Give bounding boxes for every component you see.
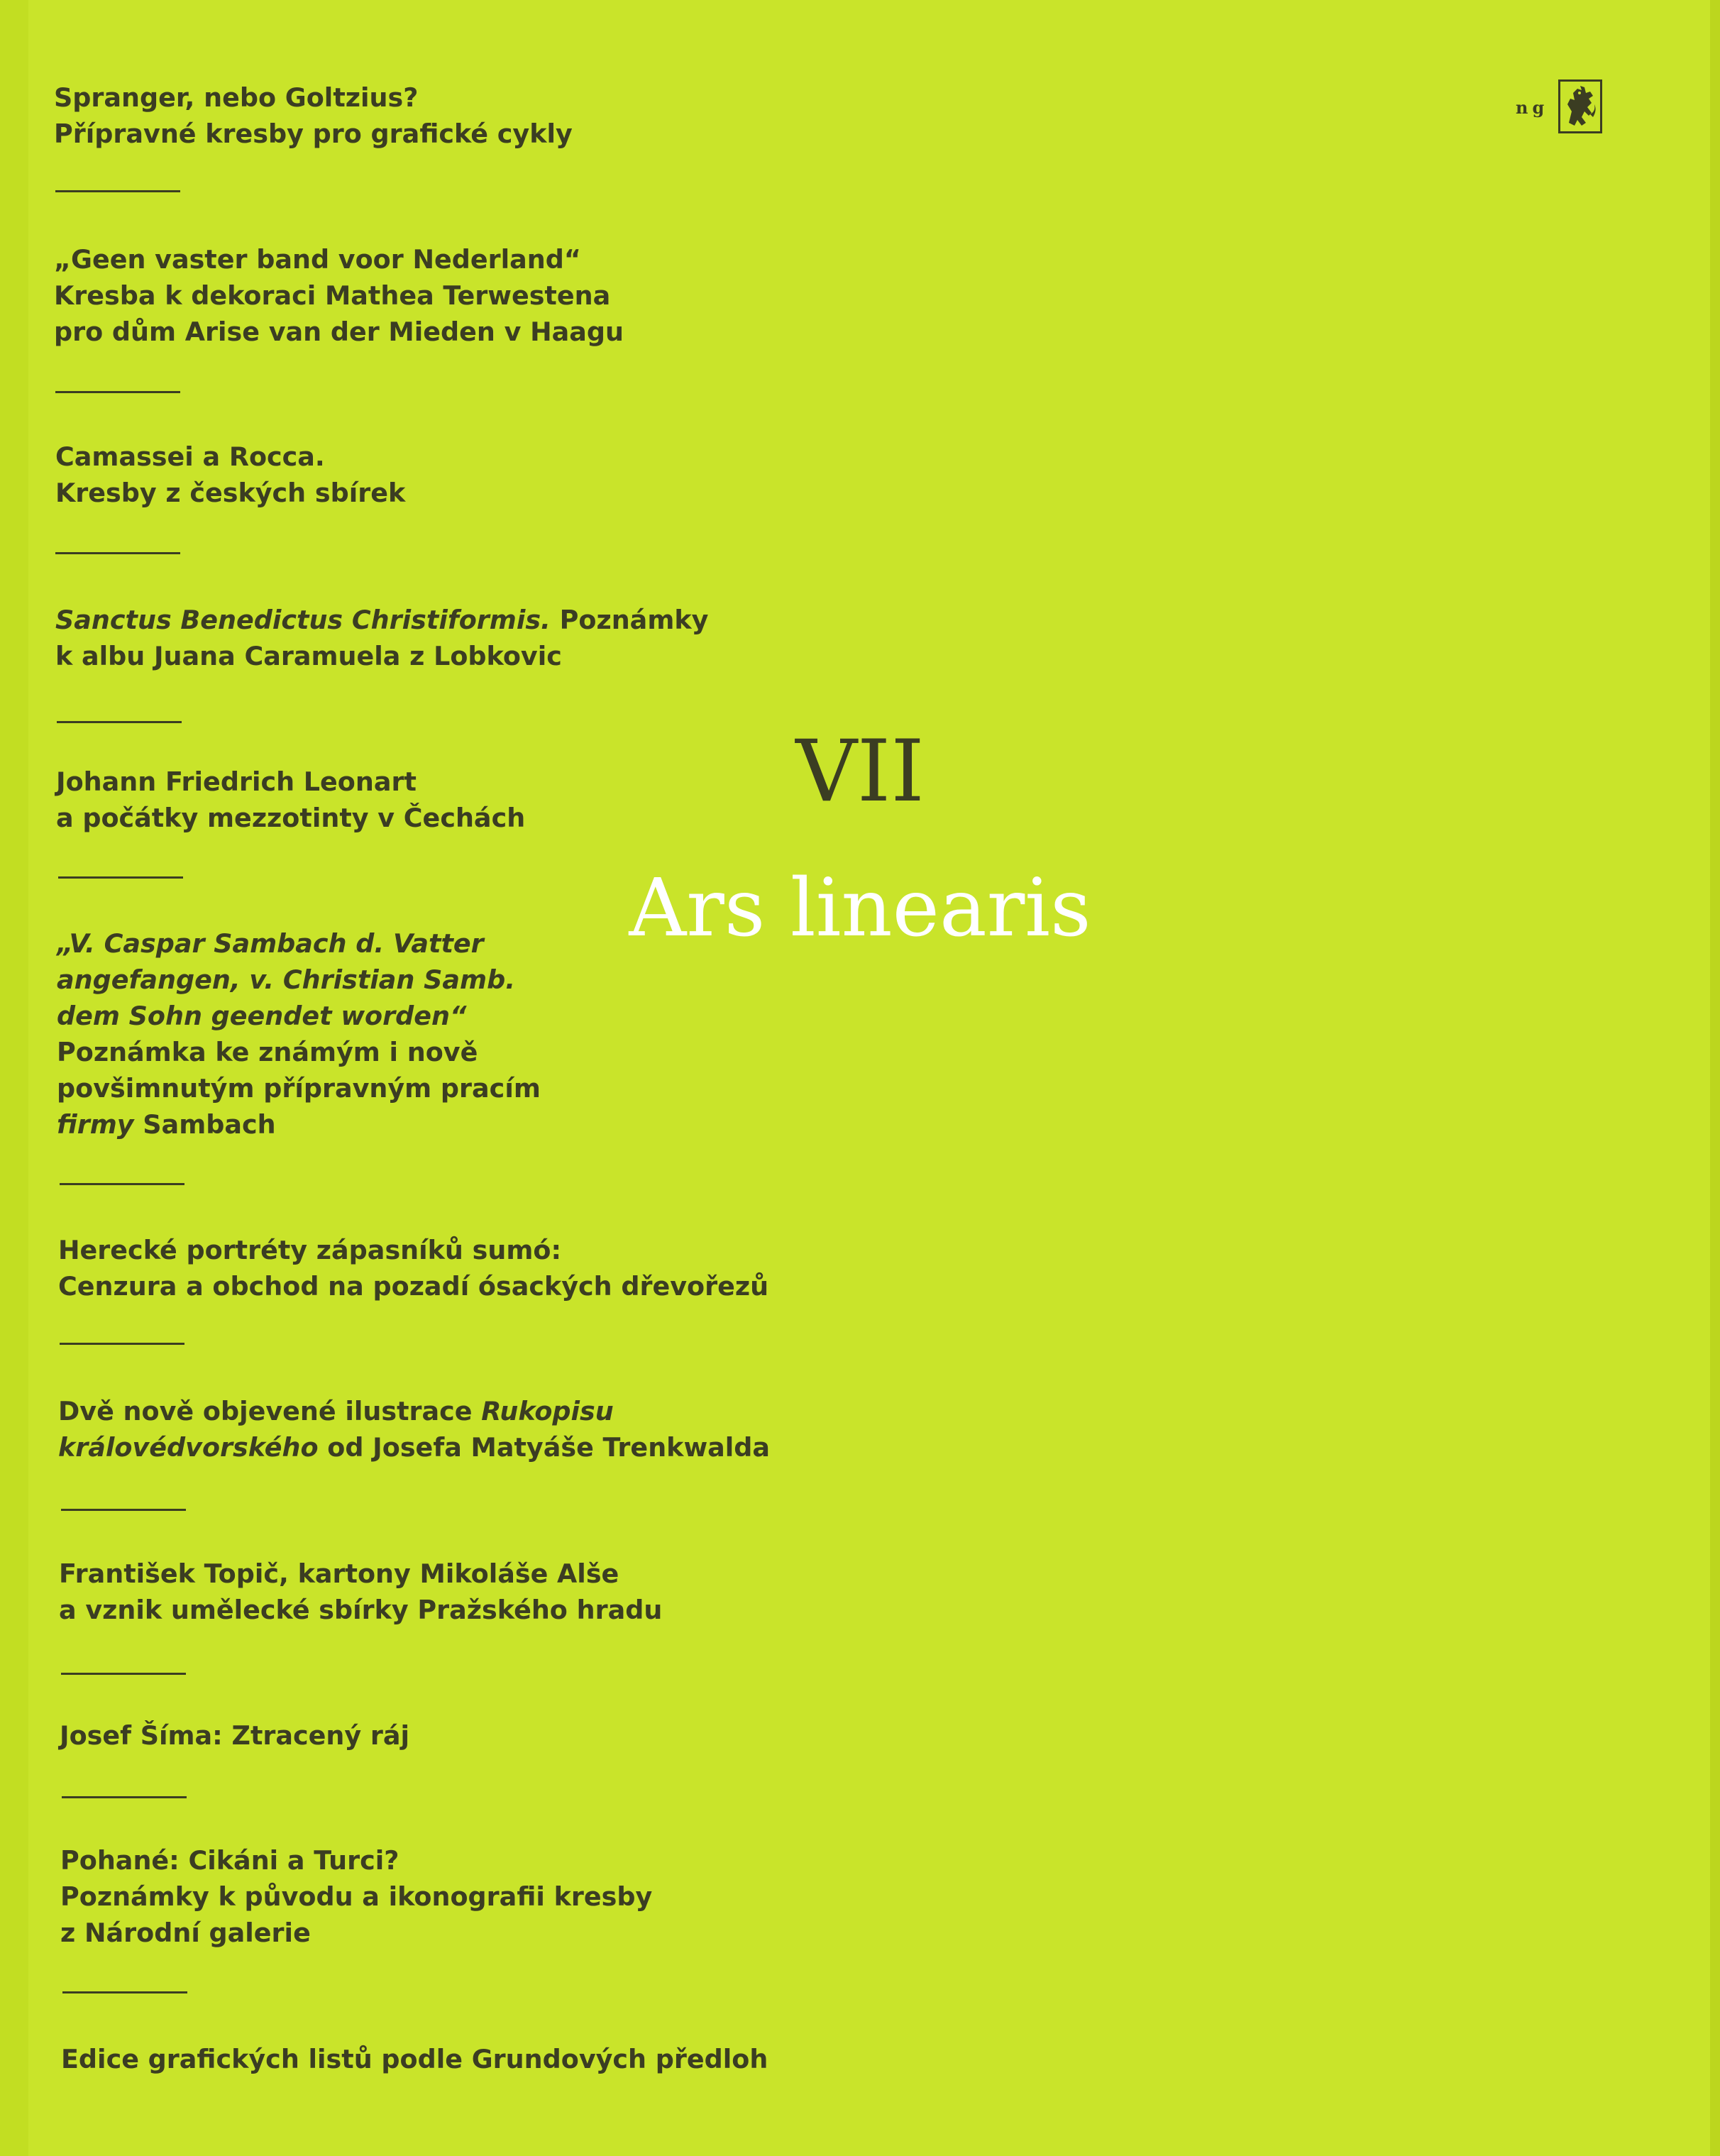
toc-line <box>58 1268 768 1304</box>
toc-text: a vznik umělecké sbírky Pražského hradu <box>59 1595 663 1625</box>
toc-entry <box>55 439 405 511</box>
toc-italic-text: „V. Caspar Sambach d. Vatter <box>57 928 484 959</box>
toc-line <box>54 241 624 277</box>
toc-italic-text: královédvorského <box>58 1432 319 1463</box>
toc-italic-text: Sanctus Benedictus Christiformis. <box>55 605 551 635</box>
toc-divider <box>57 721 182 723</box>
toc-text: pro dům Arise van der Mieden v Haagu <box>54 317 624 347</box>
toc-line <box>54 314 624 350</box>
toc-text: a počátky mezzotinty v Čechách <box>56 803 526 833</box>
toc-entry <box>60 1842 652 1951</box>
toc-italic-text: firmy <box>57 1109 134 1140</box>
toc-divider <box>60 1183 184 1185</box>
toc-line <box>60 1717 409 1754</box>
toc-entry <box>54 241 624 350</box>
heraldic-lion-icon <box>1558 79 1602 133</box>
toc-entry <box>59 1556 662 1628</box>
toc-entry <box>54 79 573 152</box>
toc-text: Cenzura a obchod na pozadí ósackých dřevořezů <box>58 1271 769 1302</box>
toc-line <box>56 800 525 836</box>
toc-text: Poznámky k původu a ikonografii kresby <box>60 1881 653 1912</box>
toc-line <box>60 1915 652 1951</box>
toc-entry <box>60 1717 409 1754</box>
toc-line <box>57 1034 541 1070</box>
toc-line <box>55 638 708 674</box>
toc-text: Poznámky <box>550 605 709 635</box>
logo-letters <box>1516 95 1562 121</box>
toc-entry <box>58 1393 770 1465</box>
toc-line <box>58 1232 768 1268</box>
toc-text: Dvě nově objevené ilustrace <box>58 1396 482 1426</box>
toc-line <box>55 602 708 638</box>
toc-text: Edice grafických listů podle Grundových předloh <box>61 2044 768 2074</box>
toc-line <box>55 475 405 511</box>
toc-text: Johann Friedrich Leonart <box>56 766 417 797</box>
toc-line <box>60 1879 652 1915</box>
toc-entry <box>61 2041 768 2077</box>
toc-line <box>57 1106 541 1143</box>
toc-entry <box>58 1232 768 1304</box>
toc-line <box>57 962 541 998</box>
toc-entry <box>55 602 708 674</box>
toc-text: k albu Juana Caramuela z Lobkovic <box>55 641 562 671</box>
toc-divider <box>55 391 180 393</box>
toc-text: z Národní galerie <box>60 1918 311 1948</box>
toc-entry <box>56 764 525 836</box>
toc-line <box>60 1842 652 1879</box>
table-of-contents <box>0 0 781 2156</box>
toc-line <box>58 1429 770 1465</box>
toc-entry <box>57 925 541 1143</box>
toc-text: Pohané: Cikáni a Turci? <box>60 1845 399 1876</box>
toc-line <box>58 1393 770 1429</box>
toc-line <box>59 1556 662 1592</box>
toc-text: Kresba k dekoraci Mathea Terwestena <box>54 280 611 311</box>
logo-letter: n <box>1516 97 1528 118</box>
toc-text: povšimnutým přípravným pracím <box>57 1073 541 1104</box>
toc-line <box>54 79 573 116</box>
toc-line <box>55 439 405 475</box>
publisher-logo <box>1516 78 1605 138</box>
toc-line <box>54 116 573 152</box>
toc-text: Kresby z českých sbírek <box>55 478 406 508</box>
toc-text: Sambach <box>133 1109 276 1140</box>
toc-divider <box>58 876 183 879</box>
logo-letter: g <box>1532 97 1545 118</box>
toc-line <box>59 1592 662 1628</box>
toc-text: Josef Šíma: Ztracený ráj <box>60 1720 410 1751</box>
toc-divider <box>61 1509 186 1511</box>
toc-line <box>54 277 624 314</box>
cover-right-edge <box>1710 0 1720 2156</box>
toc-line <box>56 764 525 800</box>
toc-text: Spranger, nebo Goltzius? <box>54 82 419 113</box>
toc-divider <box>62 1991 187 1993</box>
toc-text: Herecké portréty zápasníků sumó: <box>58 1235 562 1265</box>
toc-divider <box>62 1796 187 1798</box>
toc-text: Přípravné kresby pro grafické cykly <box>54 119 573 149</box>
toc-text: Poznámka ke známým i nově <box>57 1037 478 1067</box>
toc-divider <box>60 1343 184 1345</box>
toc-line <box>57 925 541 962</box>
toc-text: „Geen vaster band voor Nederland“ <box>54 244 581 275</box>
toc-italic-text: Rukopisu <box>481 1396 614 1426</box>
toc-line <box>61 2041 768 2077</box>
volume-number: VII <box>795 722 925 821</box>
toc-italic-text: dem Sohn geendet worden“ <box>57 1001 467 1031</box>
toc-line <box>57 998 541 1034</box>
toc-text: František Topič, kartony Mikoláše Alše <box>59 1558 619 1589</box>
toc-line <box>57 1070 541 1106</box>
toc-divider <box>55 552 180 554</box>
toc-text: od Josefa Matyáše Trenkwalda <box>318 1432 771 1463</box>
book-title: Ars linearis <box>629 862 1091 955</box>
toc-divider <box>55 190 180 192</box>
toc-italic-text: angefangen, v. Christian Samb. <box>57 964 516 995</box>
toc-divider <box>61 1673 186 1675</box>
toc-text: Camassei a Rocca. <box>55 441 325 472</box>
